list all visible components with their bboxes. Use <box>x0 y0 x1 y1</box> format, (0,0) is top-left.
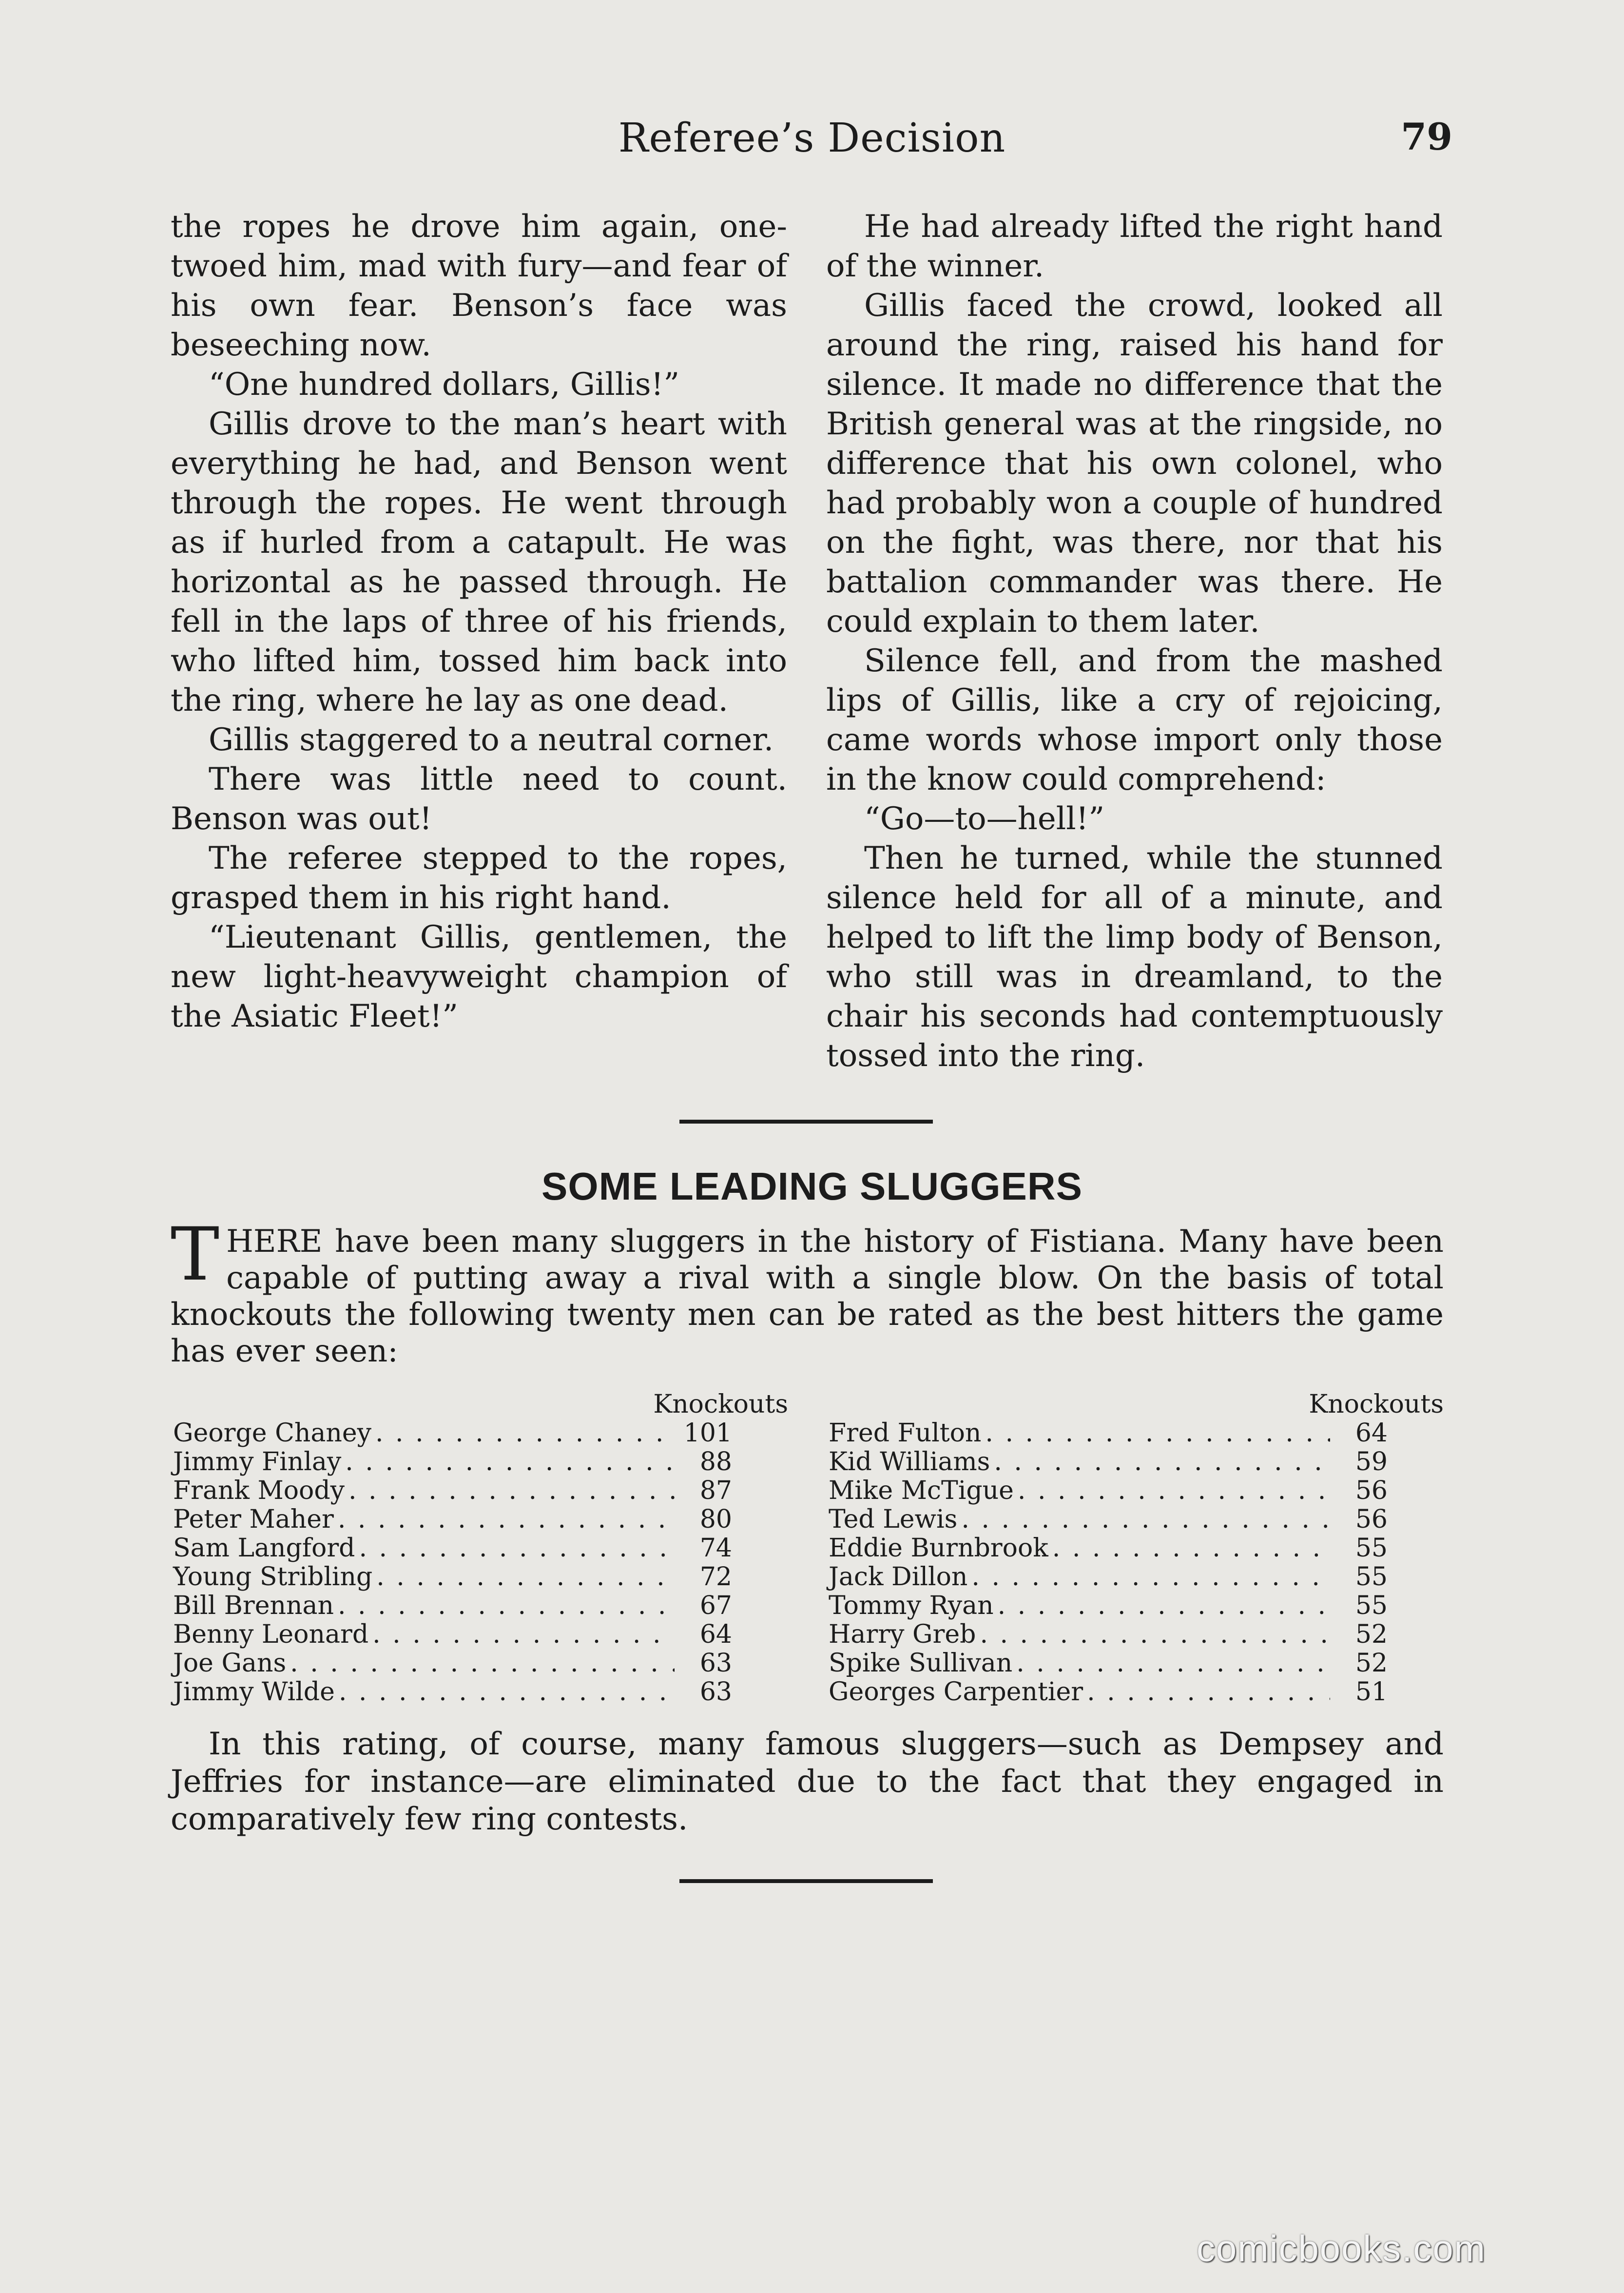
watermark-logo: comicbooks.com <box>1197 2228 1486 2270</box>
dot-leader <box>980 1620 1330 1649</box>
table-row <box>829 1678 1444 1707</box>
table-row <box>829 1620 1444 1649</box>
table-row <box>173 1534 788 1563</box>
boxer-name: Harry Greb <box>829 1620 976 1649</box>
boxer-name: Sam Langford <box>173 1534 355 1563</box>
story-paragraph: There was little need to count. Benson was out! <box>171 761 787 837</box>
boxer-name: Eddie Burnbrook <box>829 1534 1048 1563</box>
knockout-count: 101 <box>683 1419 732 1448</box>
table-row <box>829 1649 1444 1678</box>
dot-leader <box>376 1563 675 1592</box>
story-paragraph: the ropes he drove him again, one-twoed him, mad with fury—and fear of his own fear. Benson’s face was beseeching now. <box>171 209 787 363</box>
knockout-count: 51 <box>1355 1677 1388 1707</box>
knockout-count: 52 <box>1355 1649 1388 1678</box>
boxer-name: Benny Leonard <box>173 1620 369 1649</box>
page-number: 79 <box>1401 115 1452 158</box>
story-paragraph: Then he turned, while the stunned silence held for all of a minute, and helped to lift the limp body of Benson, who still was in dreamland, to the chair his seconds had contemptuously tossed into the ring. <box>826 840 1443 1074</box>
table-row <box>829 1419 1444 1448</box>
boxer-name: Ted Lewis <box>829 1505 958 1534</box>
dot-leader <box>290 1649 675 1678</box>
dot-leader <box>1018 1477 1330 1505</box>
intro-text: HERE have been many sluggers in the history of Fistiana. Many have been capable of putting away a rival with a single blow. On the basis of total knockouts the following twenty men can be rated as the best hitters the game has ever seen: <box>171 1224 1444 1369</box>
boxer-name: Frank Moody <box>173 1476 345 1505</box>
story-paragraph: “Lieutenant Gillis, gentlemen, the new light-heavyweight champion of the Asiatic Fleet!” <box>171 919 787 1034</box>
table-row <box>173 1649 788 1678</box>
dot-leader <box>1016 1649 1330 1678</box>
table-row <box>173 1678 788 1707</box>
story-left-column <box>171 207 787 1036</box>
boxer-name: George Chaney <box>173 1419 371 1448</box>
dot-leader <box>375 1419 675 1448</box>
table-row <box>173 1563 788 1592</box>
table-column-header: Knockouts <box>653 1390 788 1419</box>
dot-leader <box>338 1505 675 1534</box>
knockout-count: 56 <box>1355 1476 1388 1505</box>
table-row <box>829 1563 1444 1592</box>
boxer-name: Young Stribling <box>173 1562 373 1592</box>
story-paragraph: Gillis staggered to a neutral corner. <box>209 722 774 758</box>
table-row <box>173 1477 788 1505</box>
boxer-name: Bill Brennan <box>173 1591 334 1620</box>
boxer-name: Jimmy Wilde <box>173 1677 335 1707</box>
section-divider-top <box>679 1120 933 1124</box>
boxer-name: Jack Dillon <box>829 1562 968 1592</box>
knockout-count: 55 <box>1355 1534 1388 1563</box>
story-paragraph: Silence fell, and from the mashed lips of Gillis, like a cry of rejoicing, came words whose import only those in the know could comprehend: <box>826 643 1443 797</box>
section-intro <box>171 1212 1444 1370</box>
running-title: Referee’s Decision <box>618 115 1006 161</box>
dot-leader <box>372 1620 675 1649</box>
story-paragraph: “Go—to—hell!” <box>864 801 1105 837</box>
boxer-name: Spike Sullivan <box>829 1649 1013 1678</box>
drop-cap: T <box>171 1212 220 1297</box>
table-row <box>173 1620 788 1649</box>
section-title: SOME LEADING SLUGGERS <box>541 1165 1083 1208</box>
dot-leader <box>1052 1534 1330 1563</box>
knockout-count: 55 <box>1355 1591 1388 1620</box>
knockout-count: 52 <box>1355 1620 1388 1649</box>
knockout-count: 80 <box>699 1505 732 1534</box>
knockout-count: 63 <box>699 1677 732 1707</box>
closing-text: In this rating, of course, many famous sluggers—such as Dempsey and Jeffries for instance—are eliminated due to the fact that they engaged in comparatively few ring contests. <box>171 1726 1444 1837</box>
boxer-name: Kid Williams <box>829 1447 990 1477</box>
table-row <box>829 1505 1444 1534</box>
knockout-count: 56 <box>1355 1505 1388 1534</box>
dot-leader <box>339 1678 675 1707</box>
dot-leader <box>971 1563 1330 1592</box>
table-row <box>173 1419 788 1448</box>
knockout-count: 88 <box>699 1447 732 1477</box>
section-divider-bottom <box>679 1879 933 1883</box>
story-right-column <box>826 207 1443 1076</box>
story-paragraph: Gillis faced the crowd, looked all around the ring, raised his hand for silence. It made no difference that the British general was at the ringside, no difference that his own colonel, who had probably won a couple of hundred on the fight, was there, nor that his battalion commander was there. He could explain to them later. <box>826 288 1443 640</box>
knockouts-table-right <box>829 1390 1444 1707</box>
boxer-name: Joe Gans <box>173 1649 287 1678</box>
dot-leader <box>998 1592 1330 1620</box>
knockout-count: 63 <box>699 1649 732 1678</box>
dot-leader <box>338 1592 675 1620</box>
table-row <box>173 1592 788 1620</box>
knockout-count: 87 <box>699 1476 732 1505</box>
story-paragraph: Gillis drove to the man’s heart with everything he had, and Benson went through the ropes. He went through as if hurled from a catapult. He was horizontal as he passed through. He fell in the laps of three of his friends, who lifted him, tossed him back into the ring, where he lay as one dead. <box>171 406 787 719</box>
dot-leader <box>359 1534 675 1563</box>
table-row <box>173 1505 788 1534</box>
knockout-count: 55 <box>1355 1562 1388 1592</box>
dot-leader <box>961 1505 1330 1534</box>
story-paragraph: He had already lifted the right hand of the winner. <box>826 209 1443 284</box>
table-row <box>173 1448 788 1477</box>
table-row <box>829 1534 1444 1563</box>
knockouts-table-left <box>173 1390 788 1707</box>
story-paragraph: The referee stepped to the ropes, grasped them in his right hand. <box>171 840 787 916</box>
dot-leader <box>994 1448 1330 1477</box>
knockout-count: 74 <box>699 1534 732 1563</box>
table-row <box>829 1592 1444 1620</box>
knockout-count: 72 <box>699 1562 732 1592</box>
knockout-count: 64 <box>699 1620 732 1649</box>
knockout-count: 64 <box>1355 1419 1388 1448</box>
table-row <box>829 1448 1444 1477</box>
boxer-name: Tommy Ryan <box>829 1591 994 1620</box>
table-row <box>829 1477 1444 1505</box>
dot-leader <box>348 1477 675 1505</box>
closing-paragraph <box>171 1726 1444 1838</box>
dot-leader <box>345 1448 675 1477</box>
dot-leader <box>1087 1678 1330 1707</box>
boxer-name: Peter Maher <box>173 1505 334 1534</box>
boxer-name: Georges Carpentier <box>829 1677 1083 1707</box>
boxer-name: Jimmy Finlay <box>173 1447 342 1477</box>
knockout-count: 59 <box>1355 1447 1388 1477</box>
knockout-count: 67 <box>699 1591 732 1620</box>
boxer-name: Fred Fulton <box>829 1419 982 1448</box>
boxer-name: Mike McTigue <box>829 1476 1014 1505</box>
dot-leader <box>985 1419 1330 1448</box>
table-column-header: Knockouts <box>1309 1390 1444 1419</box>
story-paragraph: “One hundred dollars, Gillis!” <box>209 367 680 403</box>
